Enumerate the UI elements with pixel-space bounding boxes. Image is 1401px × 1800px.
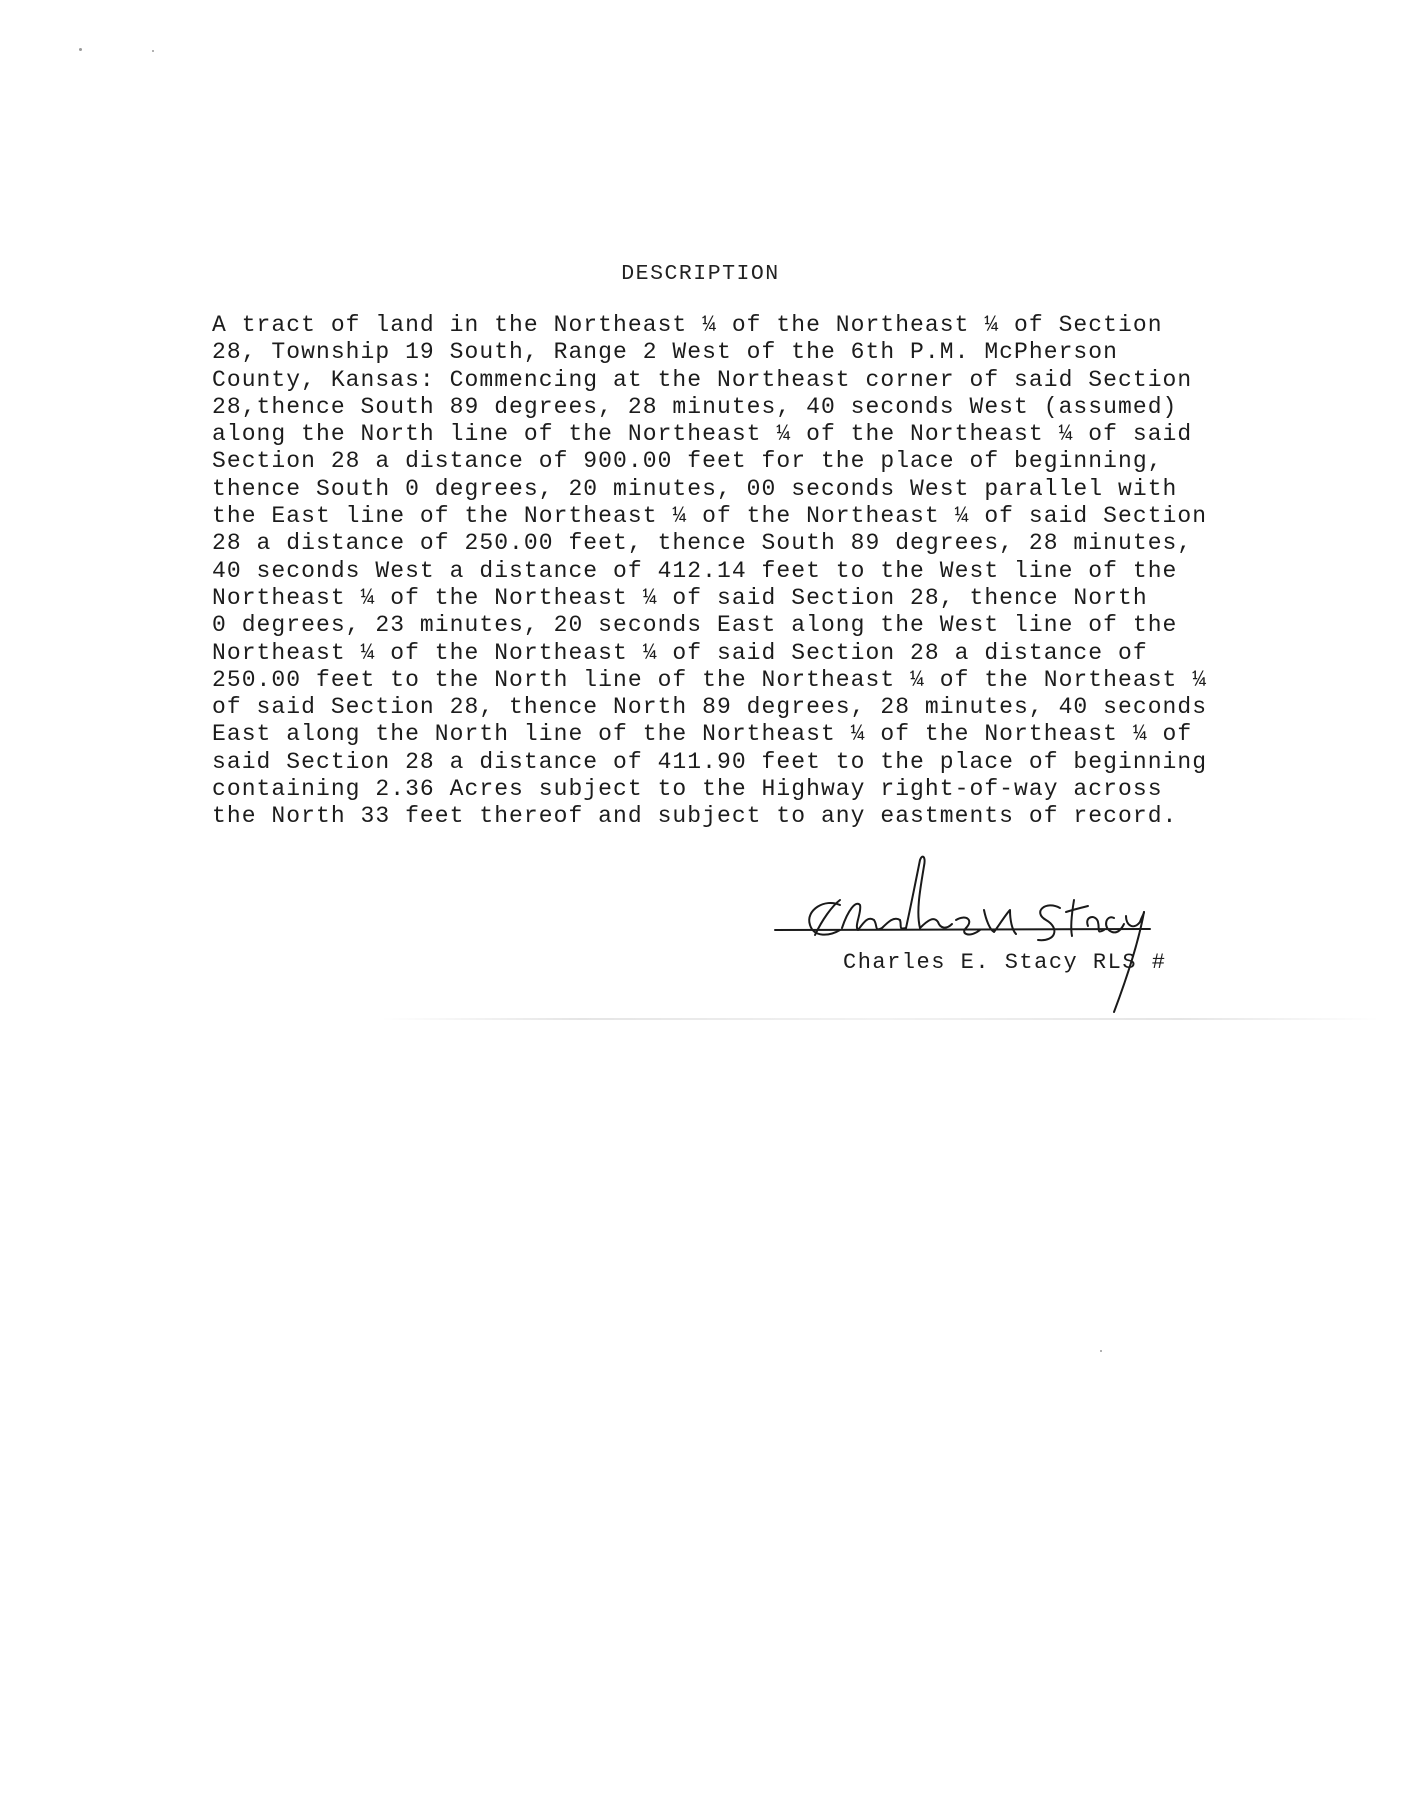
description-line: Northeast ¼ of the Northeast ¼ of said Section 28, thence North	[212, 584, 1148, 611]
description-line: 28 a distance of 250.00 feet, thence South 89 degrees, 28 minutes,	[212, 530, 1193, 557]
description-line: 40 seconds West a distance of 412.14 feet to the West line of the	[212, 557, 1178, 584]
scan-artifact-line	[380, 1018, 1380, 1020]
scan-speck	[1100, 1350, 1102, 1352]
surveyor-name-caption: Charles E. Stacy RLS #	[843, 950, 1167, 975]
scan-speck	[79, 48, 82, 51]
description-line: containing 2.36 Acres subject to the Highway right-of-way across	[212, 776, 1163, 803]
description-line: the East line of the Northeast ¼ of the Northeast ¼ of said Section	[212, 503, 1208, 530]
document-title: DESCRIPTION	[621, 262, 780, 286]
description-line: A tract of land in the Northeast ¼ of the Northeast ¼ of Section	[212, 312, 1163, 338]
description-line: said Section 28 a distance of 411.90 feet to the place of beginning	[212, 748, 1208, 775]
signature-block	[770, 850, 1290, 1020]
description-line: along the North line of the Northeast ¼ of the Northeast ¼ of said	[212, 421, 1193, 448]
description-line: East along the North line of the Northeast ¼ of the Northeast ¼ of	[212, 721, 1193, 748]
description-line: 28, Township 19 South, Range 2 West of the 6th P.M. McPherson	[212, 339, 1118, 366]
description-line: County, Kansas: Commencing at the Northeast corner of said Section	[212, 366, 1193, 393]
description-line: 0 degrees, 23 minutes, 20 seconds East along the West line of the	[212, 612, 1178, 639]
description-line: thence South 0 degrees, 20 minutes, 00 seconds West parallel with	[212, 475, 1178, 502]
description-line: of said Section 28, thence North 89 degrees, 28 minutes, 40 seconds	[212, 694, 1208, 721]
description-line: 28,thence South 89 degrees, 28 minutes, 40 seconds West (assumed)	[212, 393, 1178, 420]
scan-speck	[152, 50, 154, 52]
description-line: the North 33 feet thereof and subject to any eastments of record.	[212, 803, 1178, 830]
legal-description	[212, 312, 1332, 831]
description-line: Section 28 a distance of 900.00 feet for the place of beginning,	[212, 448, 1163, 475]
description-line: 250.00 feet to the North line of the Northeast ¼ of the Northeast ¼	[212, 666, 1208, 693]
handwritten-signature	[770, 850, 1290, 1020]
description-line: Northeast ¼ of the Northeast ¼ of said Section 28 a distance of	[212, 639, 1148, 666]
